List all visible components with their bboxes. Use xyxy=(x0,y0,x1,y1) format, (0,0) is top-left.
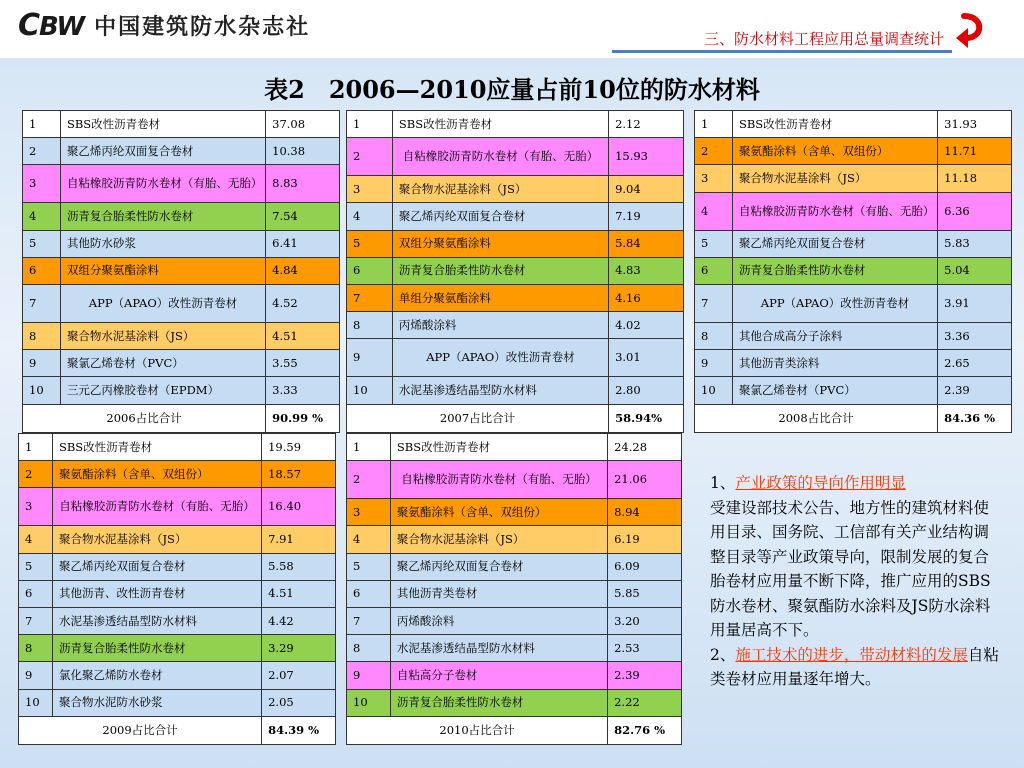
table-row xyxy=(347,339,684,377)
table-row xyxy=(19,434,336,461)
material-name: 聚乙烯丙纶双面复合卷材 xyxy=(732,230,937,257)
table-2010 xyxy=(346,433,682,745)
note-1-number: 1、 xyxy=(710,474,736,492)
percent-value: 5.04 xyxy=(938,257,1012,284)
table-row xyxy=(19,662,336,689)
total-row xyxy=(695,404,1012,432)
row-number: 1 xyxy=(19,434,53,461)
material-name: SBS改性沥青卷材 xyxy=(732,111,937,138)
material-name: SBS改性沥青卷材 xyxy=(60,111,265,138)
row-number: 4 xyxy=(347,203,393,230)
note-1-body: 受建设部技术公告、地方性的建筑材料使用目录、国务院、工信部有关产业结构调整目录等产业政策导向，限制发展的复合胎卷材应用量不断下降，推广应用的SBS防水卷材、聚氨酯防水涂料及JS防水涂料用量居高不下。 xyxy=(710,498,991,639)
percent-value: 2.80 xyxy=(609,377,684,404)
table-row xyxy=(19,580,336,607)
percent-value: 9.04 xyxy=(609,176,684,203)
row-number: 3 xyxy=(19,488,53,526)
table-row xyxy=(23,350,340,377)
note-2-link[interactable]: 施工技术的进步，带动材料的发展 xyxy=(735,645,968,664)
section-title: 三、防水材料工程应用总量调查统计 xyxy=(703,30,944,48)
material-name: 单组分聚氨酯涂料 xyxy=(392,284,608,311)
table-row xyxy=(347,607,682,634)
table-row xyxy=(19,553,336,580)
table-row xyxy=(695,111,1012,138)
row-number: 3 xyxy=(23,165,61,203)
table-row xyxy=(695,257,1012,284)
percent-value: 5.85 xyxy=(608,580,682,607)
percent-value: 8.94 xyxy=(608,499,682,526)
table-row xyxy=(347,284,684,311)
material-name: 水泥基渗透结晶型防水材料 xyxy=(52,607,261,634)
percent-value: 4.42 xyxy=(262,607,336,634)
row-number: 10 xyxy=(347,377,393,404)
table-row xyxy=(347,138,684,176)
material-name: 自粘橡胶沥青防水卷材（有胎、无胎） xyxy=(390,461,607,499)
return-arrow-icon[interactable] xyxy=(954,12,988,50)
row-number: 2 xyxy=(23,138,61,165)
row-number: 7 xyxy=(347,607,391,634)
table-row xyxy=(23,111,340,138)
table-row xyxy=(23,138,340,165)
material-name: 水泥基渗透结晶型防水材料 xyxy=(390,635,607,662)
row-number: 5 xyxy=(19,553,53,580)
percent-value: 3.01 xyxy=(609,339,684,377)
material-name: 丙烯酸涂料 xyxy=(392,312,608,339)
table-row xyxy=(347,257,684,284)
table-row xyxy=(23,322,340,349)
table-row xyxy=(347,312,684,339)
row-number: 10 xyxy=(19,689,53,716)
row-number: 8 xyxy=(19,635,53,662)
row-number: 6 xyxy=(347,257,393,284)
material-name: 聚合物水泥基涂料（JS） xyxy=(52,526,261,553)
table-row xyxy=(19,635,336,662)
row-number: 5 xyxy=(347,553,391,580)
material-name: 沥青复合胎柔性防水卷材 xyxy=(732,257,937,284)
table-row xyxy=(695,192,1012,230)
percent-value: 16.40 xyxy=(262,488,336,526)
total-value: 90.99 % xyxy=(266,404,340,432)
material-name: 其他防水砂浆 xyxy=(60,230,265,257)
table-2006 xyxy=(22,110,340,433)
row-number: 1 xyxy=(347,434,391,461)
percent-value: 31.93 xyxy=(938,111,1012,138)
note-1-link[interactable]: 产业政策的导向作用明显 xyxy=(735,474,906,492)
percent-value: 2.07 xyxy=(262,662,336,689)
material-name: 聚合物水泥基涂料（JS） xyxy=(392,176,608,203)
page-title: 表2 2006—2010应量占前10位的防水材料 xyxy=(264,75,760,104)
table-row xyxy=(695,165,1012,192)
material-name: 聚合物水泥基涂料（JS） xyxy=(60,322,265,349)
table-row xyxy=(347,526,682,553)
notes-text xyxy=(710,471,1002,692)
percent-value: 2.39 xyxy=(938,377,1012,404)
material-name: 其他合成高分子涂料 xyxy=(732,322,937,349)
row-number: 7 xyxy=(347,284,393,311)
row-number: 3 xyxy=(695,165,733,192)
row-number: 6 xyxy=(19,580,53,607)
row-number: 8 xyxy=(347,635,391,662)
total-row xyxy=(23,404,340,432)
table-row xyxy=(695,138,1012,165)
percent-value: 6.41 xyxy=(266,230,340,257)
row-number: 7 xyxy=(23,284,61,322)
material-name: SBS改性沥青卷材 xyxy=(390,434,607,461)
percent-value: 5.58 xyxy=(262,553,336,580)
row-number: 4 xyxy=(23,203,61,230)
material-name: 聚乙烯丙纶双面复合卷材 xyxy=(392,203,608,230)
material-name: 聚乙烯丙纶双面复合卷材 xyxy=(60,138,265,165)
row-number: 5 xyxy=(347,230,393,257)
material-name: 其他沥青类涂料 xyxy=(732,350,937,377)
percent-value: 2.39 xyxy=(608,662,682,689)
row-number: 1 xyxy=(23,111,61,138)
table-row xyxy=(19,461,336,488)
table-2009 xyxy=(18,433,336,745)
row-number: 9 xyxy=(695,350,733,377)
header-bar xyxy=(0,0,1024,58)
table-row xyxy=(347,689,682,716)
row-number: 7 xyxy=(19,607,53,634)
table-row xyxy=(23,284,340,322)
percent-value: 11.71 xyxy=(938,138,1012,165)
material-name: 自粘橡胶沥青防水卷材（有胎、无胎） xyxy=(732,192,937,230)
total-value: 58.94% xyxy=(609,404,684,432)
percent-value: 3.29 xyxy=(262,635,336,662)
material-name: 自粘高分子卷材 xyxy=(390,662,607,689)
material-name: 沥青复合胎柔性防水卷材 xyxy=(52,635,261,662)
material-name: 聚氨酯涂料（含单、双组份） xyxy=(732,138,937,165)
total-label: 2008占比合计 xyxy=(695,404,938,432)
total-label: 2007占比合计 xyxy=(347,404,609,432)
row-number: 8 xyxy=(695,322,733,349)
total-row xyxy=(347,404,684,432)
percent-value: 5.83 xyxy=(938,230,1012,257)
material-name: 聚氨酯涂料（含单、双组份） xyxy=(390,499,607,526)
table-2008 xyxy=(694,110,1012,433)
row-number: 9 xyxy=(23,350,61,377)
percent-value: 7.54 xyxy=(266,203,340,230)
table-row xyxy=(23,203,340,230)
row-number: 2 xyxy=(347,461,391,499)
material-name: APP（APAO）改性沥青卷材 xyxy=(60,284,265,322)
table-row xyxy=(695,322,1012,349)
row-number: 4 xyxy=(695,192,733,230)
percent-value: 8.83 xyxy=(266,165,340,203)
table-row xyxy=(23,257,340,284)
material-name: 双组分聚氨酯涂料 xyxy=(392,230,608,257)
row-number: 2 xyxy=(19,461,53,488)
percent-value: 19.59 xyxy=(262,434,336,461)
material-name: 聚氨酯涂料（含单、双组份） xyxy=(52,461,261,488)
material-name: 氯化聚乙烯防水卷材 xyxy=(52,662,261,689)
percent-value: 3.33 xyxy=(266,377,340,404)
table-row xyxy=(19,689,336,716)
percent-value: 2.22 xyxy=(608,689,682,716)
percent-value: 4.83 xyxy=(609,257,684,284)
table-row xyxy=(347,553,682,580)
material-name: 自粘橡胶沥青防水卷材（有胎、无胎） xyxy=(60,165,265,203)
total-label: 2009占比合计 xyxy=(19,716,262,744)
row-number: 3 xyxy=(347,176,393,203)
table-row xyxy=(695,230,1012,257)
total-value: 84.39 % xyxy=(262,716,336,744)
table-row xyxy=(347,499,682,526)
material-name: 聚合物水泥防水砂浆 xyxy=(52,689,261,716)
row-number: 2 xyxy=(695,138,733,165)
percent-value: 3.20 xyxy=(608,607,682,634)
table-2007 xyxy=(346,110,684,433)
row-number: 6 xyxy=(23,257,61,284)
material-name: 聚氯乙烯卷材（PVC） xyxy=(732,377,937,404)
total-row xyxy=(347,716,682,744)
total-label: 2006占比合计 xyxy=(23,404,266,432)
table-row xyxy=(347,176,684,203)
percent-value: 24.28 xyxy=(608,434,682,461)
row-number: 8 xyxy=(347,312,393,339)
row-number: 2 xyxy=(347,138,393,176)
table-row xyxy=(695,377,1012,404)
percent-value: 15.93 xyxy=(609,138,684,176)
row-number: 9 xyxy=(347,662,391,689)
table-row xyxy=(347,662,682,689)
logo xyxy=(18,8,310,42)
table-row xyxy=(19,607,336,634)
total-label: 2010占比合计 xyxy=(347,716,608,744)
material-name: 沥青复合胎柔性防水卷材 xyxy=(392,257,608,284)
percent-value: 7.19 xyxy=(609,203,684,230)
material-name: 自粘橡胶沥青防水卷材（有胎、无胎） xyxy=(52,488,261,526)
table-row xyxy=(347,461,682,499)
percent-value: 10.38 xyxy=(266,138,340,165)
material-name: 其他沥青、改性沥青卷材 xyxy=(52,580,261,607)
percent-value: 4.52 xyxy=(266,284,340,322)
row-number: 3 xyxy=(347,499,391,526)
percent-value: 3.91 xyxy=(938,284,1012,322)
percent-value: 4.16 xyxy=(609,284,684,311)
note-2-body: 自粘类卷材应用量逐年增大。 xyxy=(710,645,999,688)
material-name: 丙烯酸涂料 xyxy=(390,607,607,634)
percent-value: 37.08 xyxy=(266,111,340,138)
total-value: 84.36 % xyxy=(938,404,1012,432)
org-name: 中国建筑防水杂志社 xyxy=(94,13,311,40)
material-name: 聚合物水泥基涂料（JS） xyxy=(732,165,937,192)
table-row xyxy=(19,526,336,553)
note-2-number: 2、 xyxy=(710,645,736,664)
material-name: 聚氯乙烯卷材（PVC） xyxy=(60,350,265,377)
material-name: 双组分聚氨酯涂料 xyxy=(60,257,265,284)
percent-value: 2.53 xyxy=(608,635,682,662)
percent-value: 4.84 xyxy=(266,257,340,284)
percent-value: 3.36 xyxy=(938,322,1012,349)
percent-value: 6.36 xyxy=(938,192,1012,230)
percent-value: 6.19 xyxy=(608,526,682,553)
material-name: 其他沥青类卷材 xyxy=(390,580,607,607)
material-name: 聚乙烯丙纶双面复合卷材 xyxy=(390,553,607,580)
row-number: 6 xyxy=(695,257,733,284)
table-row xyxy=(347,230,684,257)
percent-value: 18.57 xyxy=(262,461,336,488)
table-row xyxy=(695,284,1012,322)
material-name: 三元乙丙橡胶卷材（EPDM） xyxy=(60,377,265,404)
row-number: 5 xyxy=(695,230,733,257)
material-name: 聚合物水泥基涂料（JS） xyxy=(390,526,607,553)
row-number: 1 xyxy=(695,111,733,138)
total-row xyxy=(19,716,336,744)
material-name: 沥青复合胎柔性防水卷材 xyxy=(390,689,607,716)
percent-value: 7.91 xyxy=(262,526,336,553)
row-number: 9 xyxy=(347,339,393,377)
header-divider xyxy=(612,50,952,53)
percent-value: 2.12 xyxy=(609,111,684,138)
row-number: 9 xyxy=(19,662,53,689)
percent-value: 21.06 xyxy=(608,461,682,499)
material-name: APP（APAO）改性沥青卷材 xyxy=(392,339,608,377)
table-row xyxy=(347,434,682,461)
row-number: 7 xyxy=(695,284,733,322)
row-number: 10 xyxy=(23,377,61,404)
table-row xyxy=(347,377,684,404)
row-number: 1 xyxy=(347,111,393,138)
percent-value: 6.09 xyxy=(608,553,682,580)
table-row xyxy=(23,230,340,257)
logo-mark: CBW xyxy=(18,7,85,43)
table-row xyxy=(347,580,682,607)
table-row xyxy=(347,635,682,662)
table-row xyxy=(347,203,684,230)
row-number: 10 xyxy=(695,377,733,404)
row-number: 10 xyxy=(347,689,391,716)
total-value: 82.76 % xyxy=(608,716,682,744)
percent-value: 4.51 xyxy=(266,322,340,349)
material-name: SBS改性沥青卷材 xyxy=(392,111,608,138)
percent-value: 3.55 xyxy=(266,350,340,377)
percent-value: 5.84 xyxy=(609,230,684,257)
row-number: 6 xyxy=(347,580,391,607)
percent-value: 2.05 xyxy=(262,689,336,716)
row-number: 4 xyxy=(19,526,53,553)
percent-value: 4.51 xyxy=(262,580,336,607)
material-name: APP（APAO）改性沥青卷材 xyxy=(732,284,937,322)
row-number: 8 xyxy=(23,322,61,349)
percent-value: 4.02 xyxy=(609,312,684,339)
material-name: 自粘橡胶沥青防水卷材（有胎、无胎） xyxy=(392,138,608,176)
material-name: 沥青复合胎柔性防水卷材 xyxy=(60,203,265,230)
material-name: SBS改性沥青卷材 xyxy=(52,434,261,461)
table-row xyxy=(23,165,340,203)
percent-value: 2.65 xyxy=(938,350,1012,377)
row-number: 5 xyxy=(23,230,61,257)
material-name: 聚乙烯丙纶双面复合卷材 xyxy=(52,553,261,580)
material-name: 水泥基渗透结晶型防水材料 xyxy=(392,377,608,404)
table-row xyxy=(695,350,1012,377)
table-row xyxy=(23,377,340,404)
row-number: 4 xyxy=(347,526,391,553)
table-row xyxy=(347,111,684,138)
table-row xyxy=(19,488,336,526)
percent-value: 11.18 xyxy=(938,165,1012,192)
